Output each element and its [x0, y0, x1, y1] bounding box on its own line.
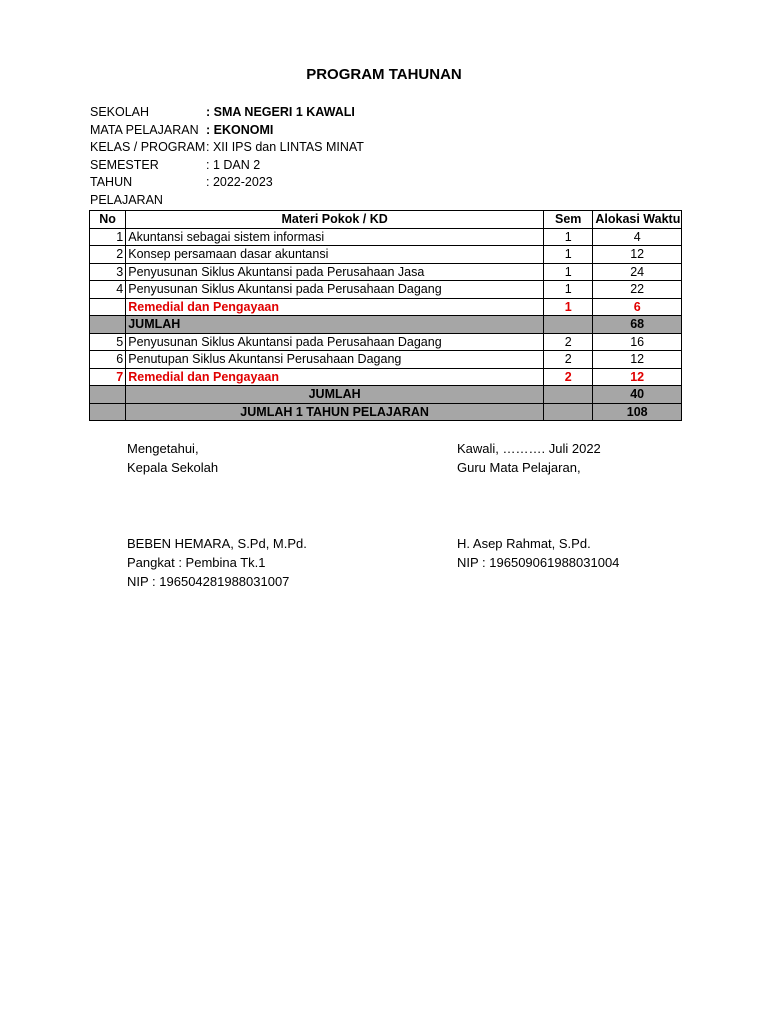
table-row: [90, 351, 682, 369]
table-header-row: [90, 211, 682, 229]
signature-place-date: Kawali, ………. Juli 2022: [457, 441, 601, 456]
school-info: [90, 104, 364, 207]
cell-sem: 1: [544, 246, 593, 264]
cell-materi: Akuntansi sebagai sistem informasi: [126, 228, 544, 246]
info-value: : EKONOMI: [206, 122, 274, 137]
cell-sem: 1: [544, 281, 593, 299]
info-value: : 2022-2023: [206, 175, 273, 189]
signature-nip: NIP : 196504281988031007: [127, 574, 290, 589]
document-title: PROGRAM TAHUNAN: [306, 66, 462, 83]
table-row: [90, 246, 682, 264]
info-label: KELAS / PROGRAM: [90, 140, 206, 154]
table-row-remedial: [90, 368, 682, 386]
signature-nip: NIP : 196509061988031004: [457, 555, 620, 570]
cell-no: 4: [90, 281, 126, 299]
cell-alokasi: 22: [593, 281, 682, 299]
cell-no: 3: [90, 263, 126, 281]
info-row-year: [90, 174, 364, 207]
cell-sem: 1: [544, 298, 593, 316]
cell-sem: 2: [544, 351, 593, 369]
signature-name: H. Asep Rahmat, S.Pd.: [457, 536, 591, 551]
table-row: [90, 281, 682, 299]
cell-sem: 1: [544, 228, 593, 246]
signature-greeting: Mengetahui,: [127, 441, 199, 456]
table-row-subtotal: [90, 316, 682, 334]
table-row-remedial: [90, 298, 682, 316]
info-row-class: [90, 139, 364, 157]
cell-alokasi: 4: [593, 228, 682, 246]
cell-no: [90, 403, 126, 421]
header-alokasi: Alokasi Waktu: [593, 211, 682, 229]
cell-alokasi: 6: [593, 298, 682, 316]
cell-alokasi: 108: [593, 403, 682, 421]
info-value: : SMA NEGERI 1 KAWALI: [206, 105, 355, 119]
cell-no: 1: [90, 228, 126, 246]
cell-sem: 2: [544, 368, 593, 386]
cell-sem: 2: [544, 333, 593, 351]
table-row: [90, 228, 682, 246]
cell-alokasi: 24: [593, 263, 682, 281]
cell-alokasi: 16: [593, 333, 682, 351]
cell-alokasi: 68: [593, 316, 682, 334]
info-label: SEKOLAH: [90, 105, 150, 119]
table-row: [90, 263, 682, 281]
header-no: No: [90, 211, 126, 229]
cell-no: [90, 386, 126, 404]
signature-role: Kepala Sekolah: [127, 460, 219, 475]
info-row-subject: [90, 122, 364, 140]
signature-right-header: [457, 439, 601, 477]
signature-right-block: [457, 534, 619, 572]
cell-sem: [544, 316, 593, 334]
cell-materi: JUMLAH: [126, 386, 544, 404]
cell-materi: JUMLAH 1 TAHUN PELAJARAN: [126, 403, 544, 421]
cell-sem: 1: [544, 263, 593, 281]
table-row-subtotal: [90, 386, 682, 404]
cell-no: [90, 298, 126, 316]
cell-materi: Penutupan Siklus Akuntansi Perusahaan Dagang: [126, 351, 544, 369]
cell-materi: Remedial dan Pengayaan: [126, 368, 544, 386]
cell-no: 5: [90, 333, 126, 351]
table-row-total: [90, 403, 682, 421]
cell-sem: [544, 403, 593, 421]
signature-left-block: [127, 534, 307, 591]
info-value: : XII IPS dan LINTAS MINAT: [206, 140, 364, 154]
info-label: MATA PELAJARAN: [90, 122, 199, 137]
info-label: TAHUN PELAJARAN: [90, 175, 163, 207]
cell-no: 2: [90, 246, 126, 264]
info-row-school: [90, 104, 364, 122]
info-row-semester: [90, 157, 364, 175]
cell-alokasi: 12: [593, 368, 682, 386]
cell-no: [90, 316, 126, 334]
signature-role: Guru Mata Pelajaran,: [457, 460, 581, 475]
info-label: SEMESTER: [90, 157, 159, 172]
cell-sem: [544, 386, 593, 404]
signature-name: BEBEN HEMARA, S.Pd, M.Pd.: [127, 536, 307, 551]
cell-no: 7: [90, 368, 126, 386]
cell-no: 6: [90, 351, 126, 369]
cell-materi: Konsep persamaan dasar akuntansi: [126, 246, 544, 264]
program-table: [89, 210, 682, 421]
cell-alokasi: 40: [593, 386, 682, 404]
cell-materi: Penyusunan Siklus Akuntansi pada Perusahaan Jasa: [126, 263, 544, 281]
signature-left-header: [127, 439, 218, 477]
cell-materi: Penyusunan Siklus Akuntansi pada Perusahaan Dagang: [126, 333, 544, 351]
info-value: : 1 DAN 2: [206, 157, 261, 172]
table-row: [90, 333, 682, 351]
cell-alokasi: 12: [593, 246, 682, 264]
signature-rank: Pangkat : Pembina Tk.1: [127, 555, 266, 570]
cell-materi: JUMLAH: [126, 316, 544, 334]
header-sem: Sem: [544, 211, 593, 229]
cell-materi: Remedial dan Pengayaan: [126, 298, 544, 316]
header-materi: Materi Pokok / KD: [126, 211, 544, 229]
cell-materi: Penyusunan Siklus Akuntansi pada Perusahaan Dagang: [126, 281, 544, 299]
cell-alokasi: 12: [593, 351, 682, 369]
